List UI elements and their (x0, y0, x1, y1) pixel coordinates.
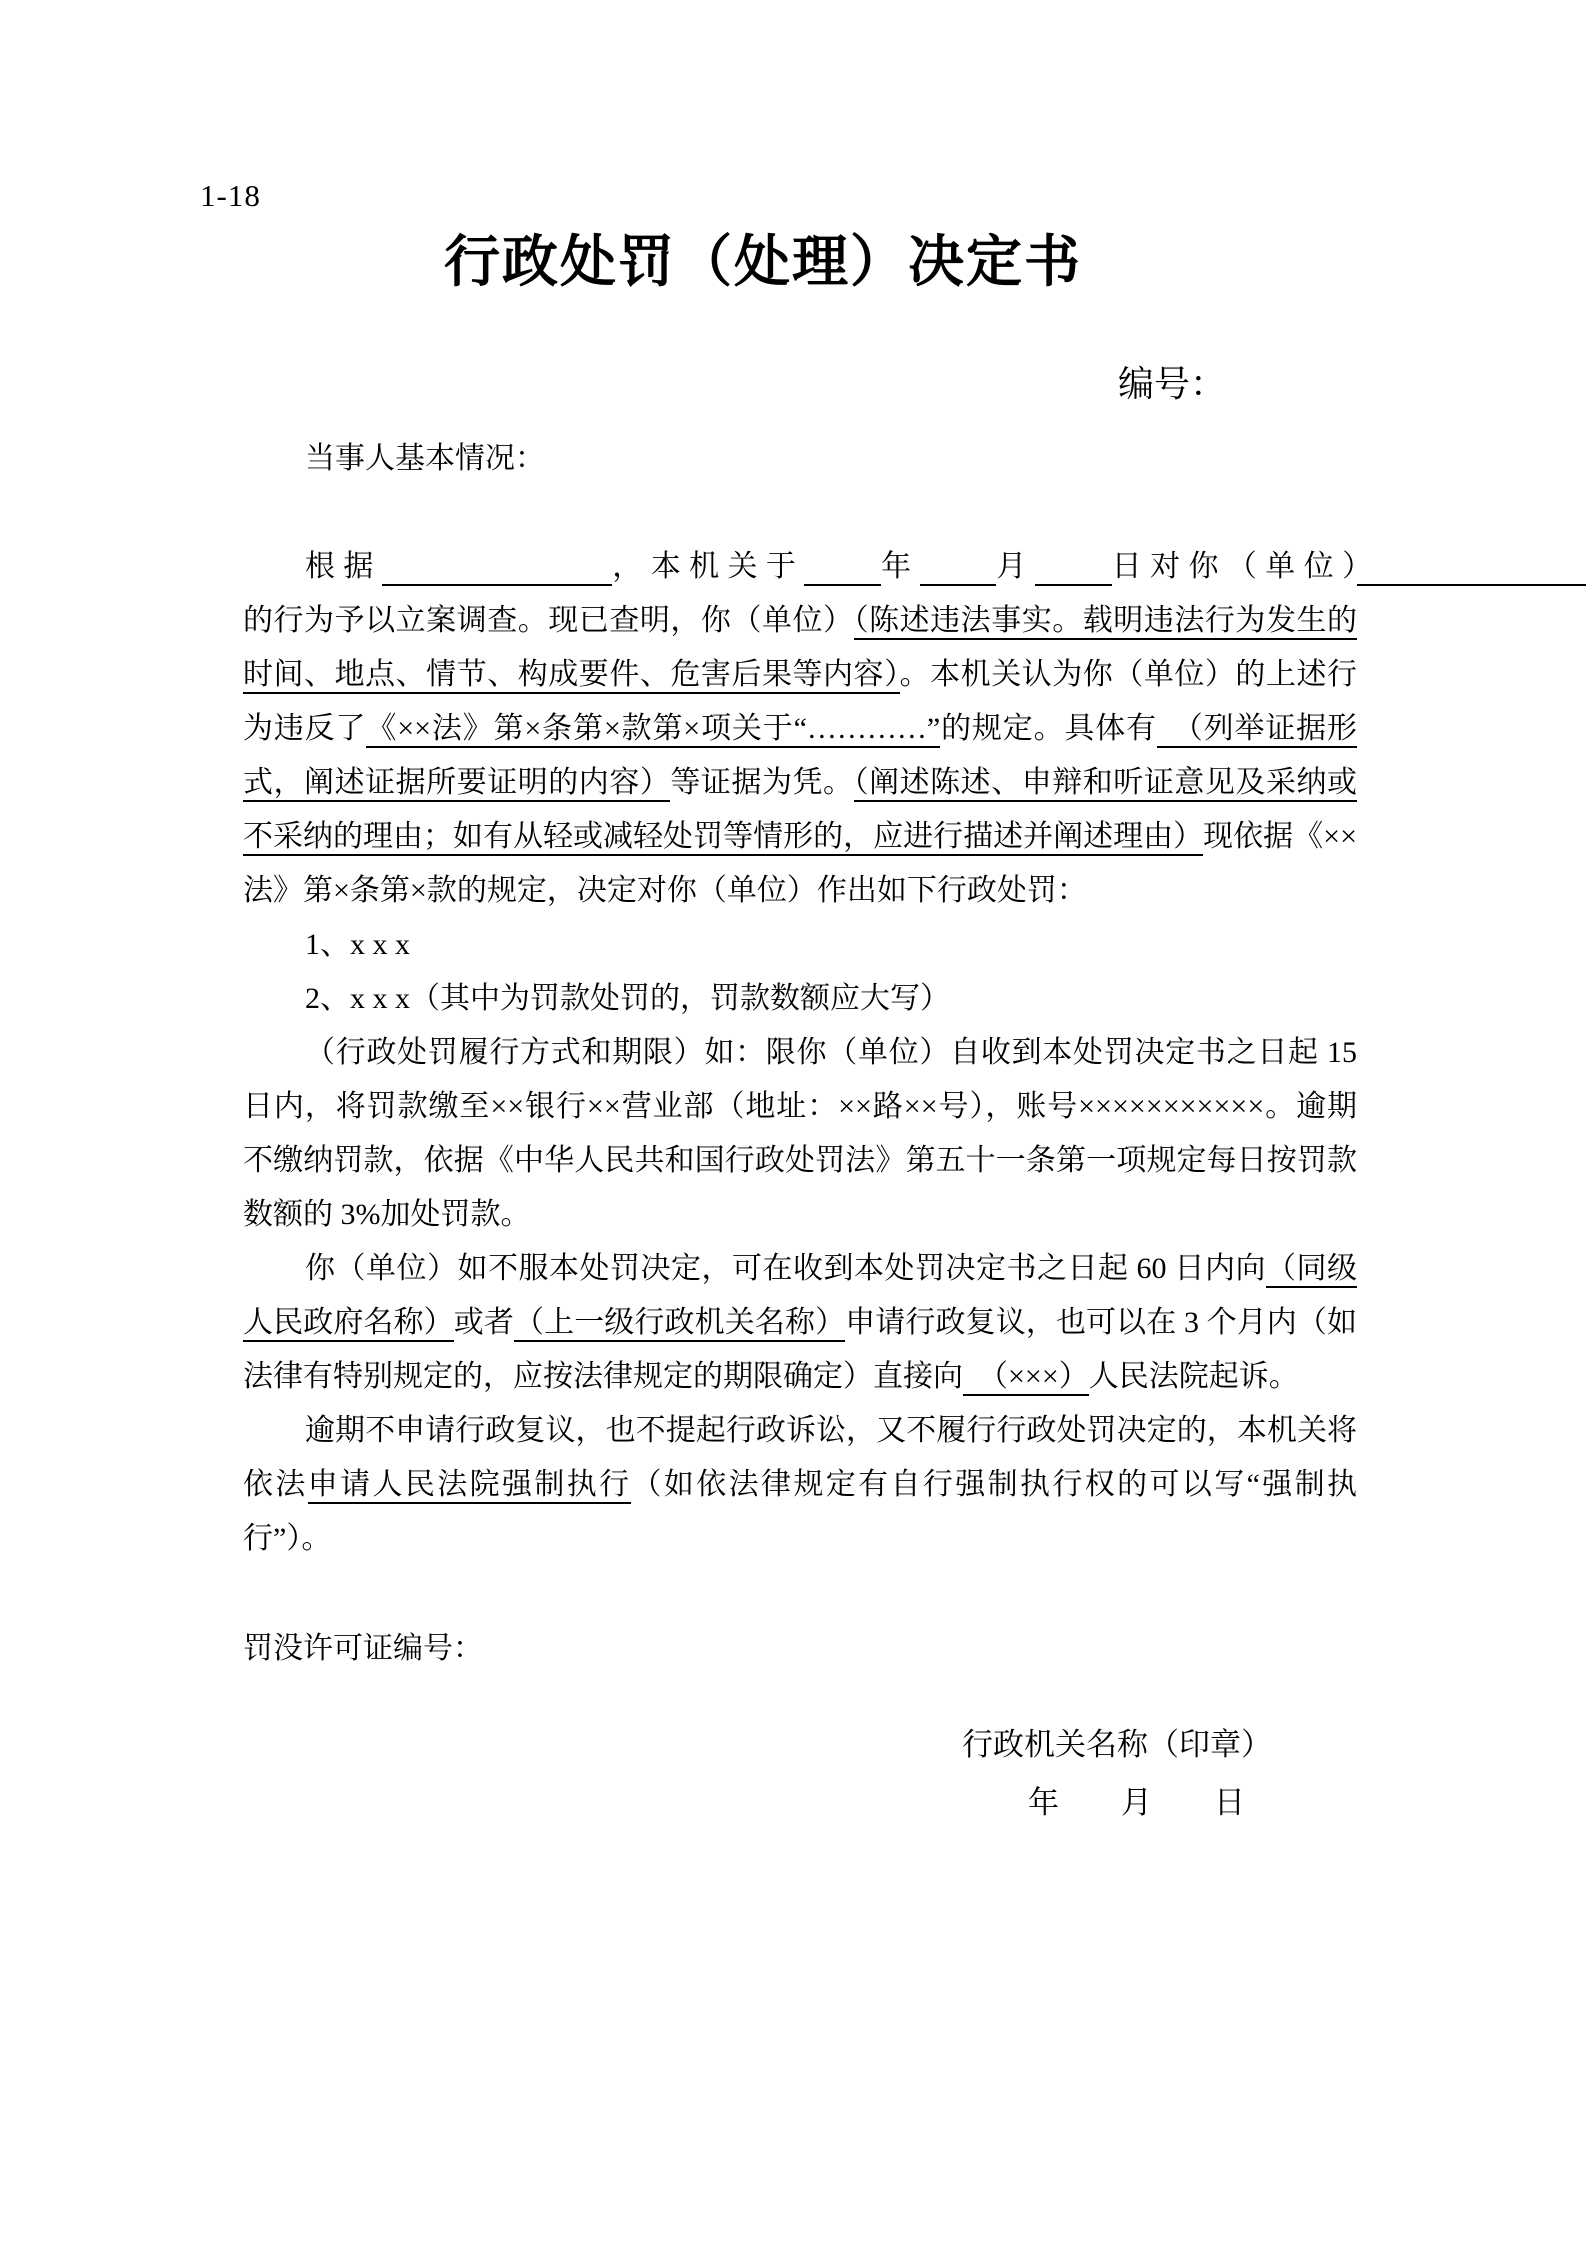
text-segment: 。本机关认为你（单位）的上述行为违反了 (243, 658, 1358, 745)
underlined-segment (382, 550, 612, 586)
underlined-segment: （阐述陈述、申辩和听证意见及采纳或不采纳的理由；如有从轻或减轻处罚等情形的，应进行描述并阐述理由） (243, 766, 1357, 856)
para-item-2 (243, 972, 1357, 1026)
doc-code: 1-18 (200, 178, 261, 213)
underlined-segment: （列举证据形式，阐述证据所要证明的内容） (243, 712, 1357, 802)
underlined-segment: （陈述违法事实。载明违法行为发生的时间、地点、情节、构成要件、危害后果等内容） (243, 604, 1357, 694)
text-segment: 日对你（单位） (1111, 550, 1358, 583)
para-main (243, 540, 1357, 918)
text-segment: 或者 (453, 1306, 514, 1339)
text-segment: 人民法院起诉。 (1088, 1360, 1299, 1393)
text-segment: 的规定。具体有 (940, 712, 1157, 745)
text-segment: 月 (996, 550, 1035, 583)
text-segment: 年 (881, 550, 920, 583)
para-enforcement (243, 1404, 1357, 1566)
text-segment: 申请行政复议，也可以在 3 个月内（如法律有特别规定的，应按法律规定的期限确定）直接向 (243, 1306, 1358, 1393)
text-segment: 你（单位）如不服本处罚决定，可在收到本处罚决定书之日起 60 日内向 (305, 1252, 1266, 1285)
para-payment (243, 1026, 1357, 1242)
signature-block (962, 1716, 1357, 1832)
text-segment: 现依据《××法》第×条第×款的规定，决定对你（单位）作出如下行政处罚： (243, 820, 1357, 907)
text-segment: 1、x x x (305, 928, 410, 961)
text-segment: 2、x x x（其中为罚款处罚的，罚款数额应大写） (305, 982, 950, 1015)
signature-agency: 行政机关名称（印章） (962, 1727, 1272, 1762)
underlined-segment: （上一级行政机关名称） (514, 1306, 845, 1342)
underlined-segment (1357, 550, 1586, 586)
body-paragraphs (243, 432, 1357, 1566)
signature-date: 年 月 日 (1028, 1785, 1245, 1820)
underlined-segment: （×××） (963, 1360, 1089, 1396)
penalty-license-line: 罚没许可证编号： (243, 1632, 483, 1665)
underlined-segment (1035, 550, 1112, 586)
page-title: 行政处罚（处理）决定书 (444, 232, 1082, 294)
text-segment: 根据 (305, 550, 382, 583)
underlined-segment (804, 550, 881, 586)
text-segment: （如依法律规定有自行强制执行权的可以写“强制执行”）。 (243, 1468, 1357, 1555)
para-party-info (243, 432, 1357, 486)
underlined-segment: 申请人民法院强制执行 (308, 1468, 632, 1504)
text-segment: 逾期不申请行政复议，也不提起行政诉讼，又不履行行政处罚决定的，本机关将依法 (243, 1414, 1357, 1501)
text-segment: 等证据为凭。 (670, 766, 854, 799)
document-body (243, 432, 1357, 1832)
underlined-segment: （同级人民政府名称） (243, 1252, 1357, 1342)
text-segment: ，本机关于 (612, 550, 805, 583)
underlined-segment (920, 550, 997, 586)
serial-number-label: 编号： (1118, 364, 1227, 404)
text-segment: 当事人基本情况： (305, 442, 545, 475)
para-appeal (243, 1242, 1357, 1404)
text-segment: （行政处罚履行方式和期限）如：限你（单位）自收到本处罚决定书之日起 15 日内，将罚款缴至××银行××营业部（地址：××路××号），账号×××××××××××。逾期不缴纳罚款，依据《中华人民共和国行政处罚法》第五十一条第一项规定每日按罚款数额的 3%加处罚款。 (243, 1036, 1357, 1231)
text-segment: 的行为予以立案调查。现已查明，你（单位） (243, 604, 854, 637)
para-item-1 (243, 918, 1357, 972)
underlined-segment: 《××法》第×条第×款第×项关于“…………” (366, 712, 940, 748)
